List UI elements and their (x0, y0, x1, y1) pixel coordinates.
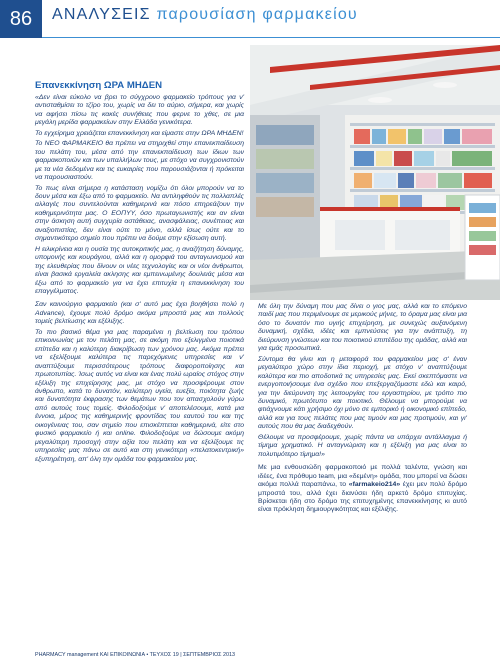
article-paragraph: Σύντομα θα γίνει και η μεταφορά του φαρμακείου μας σ' έναν μεγαλύτερο χώρο στην ίδια περιοχή, με στόχο ν' αναπτύξουμε καλύτερα και πιο αποδοτικά τις υπηρεσίες μας. Εκεί σκεπτόμαστε να ενεργοποιήσουμε ένα σχέδιο που επεξεργαζόμαστε εδώ και καιρό, για την διεύρυνση της λειτουργίας του εργαστηρίου, με τρόπο πιο δυναμικό, πρωτότυπο και ποιοτικό. Θέλουμε να μπορούμε να φτιάχνουμε κάτι χρήσιμο όχι μόνο σε εμπορικό ή οικονομικό επίπεδο, αλλά και για τους πελάτες που μας τιμούν και μας προτιμούν, και γι' αυτούς που θα μας διαδεχθούν. (258, 355, 467, 431)
closing-paragraph (258, 464, 467, 515)
page-footer: PHARMACY management ΚΑΙ ΕΠΙΚΟΙΝΩΝΙΑ • ΤΕΥΧΟΣ 19 | ΣΕΠΤΕΜΒΡΙΟΣ 2013 (35, 652, 235, 658)
article-paragraph: «Δεν είναι εύκολο να βρει το σύγχρονο φαρμακείο τρόπους για ν' αντισταθμίσει το τζίρο του, χωρίς να δει το αύριο, σήμερα, και χωρίς να αφήσει πίσω τις κακές συνήθειες που φερνε το χθες, σε μια μεγάλη μερίδα φαρμακείων στην Ελλάδα γενικότερα. (35, 94, 244, 127)
brand-name: «farmakeio214» (348, 481, 401, 489)
article-paragraph: Το εγχείρημα χρειάζεται επανεκκίνηση και είμαστε στην ΩΡΑ ΜΗΔΕΝ! (35, 129, 244, 137)
article-right-column (258, 303, 467, 517)
pharmacy-interior-photo (250, 45, 500, 300)
subsection-label: παρουσίαση φαρμακείου (156, 6, 358, 23)
section-title (52, 6, 358, 24)
section-label: ΑΝΑΛΥΣΕΙΣ (52, 6, 151, 23)
header-divider (42, 37, 500, 38)
article-paragraph: Το NEO ΦΑΡΜΑΚΕΙΟ θα πρέπει να στηριχθεί στην επανεκπαίδευση του πελάτη του, μέσα από την επανεκπαίδευση των ίδιων των φαρμακοποιών και των υπαλλήλων τους, με στόχο να συγχρονιστούν με τα νέα δεδομένα και τις ευκαιρίες που παρουσιάζονται ή πρόκειται να παρουσιαστούν. (35, 140, 244, 182)
closing-text-end: έχει μεν πολύ δρόμο μπροστά του, αλλά έχει διανύσει ήδη αρκετό δρόμο επιτυχίας. Βρίσκεται ήδη στο δρόμο της επιτυχημένης επανεκκίνησης κι αυτό είναι πρόκληση δημιουργικότητας και εξέλιξης. (258, 481, 467, 514)
article-paragraph: Το πιο βασικό θέμα για μας παραμένει η βελτίωση του τρόπου επικοινωνίας με τον πελάτη μας, σε ακόμη πιο εξελιγμένα ποιοτικά επίπεδα και η καλύτερη διακρίβωση των χρόνου μας. Ακόμα πρέπει να εξελίξουμε καλύτερα τις παρεχόμενες υπηρεσίες και ν' αναπτύξουμε περισσότερους τρόπους διαφοροποίησης και πρωτοτυπίας. Ίσως αυτός να είναι και ένας πολύ ωραίος στόχος στην εξέλιξη της επιχείρησης μας, με στόχο να προσφέρουμε στον άνθρωπο, κατά το δυνατόν, καλύτερη υγεία, ευεξία, ποιότητα ζωής και δυνατότητα έκφρασης των θεμάτων που τον απασχολούν γύρω από αυτούς τους τομείς. Φιλοδοξούμε ν' αποτελέσουμε, κατά μια έννοια, μέρος της καθημερινής φροντίδας του εαυτού του και της οικογένειας του, σαν σημείο που επισκέπτεται καθημερινά, είτε στο φυσικό φαρμακείο ή και online. Φιλοδοξούμε να δώσουμε ακόμη μεγαλύτερη προσοχή στην αξία του πελάτη και να εξελίξουμε τις υπηρεσίες μας πάνω σε αυτό και στη γενικότερη «πελατοκεντρική» εξυπηρέτηση, απ' όλη την ομάδα του φαρμακείου μας. (35, 328, 244, 463)
closing-text-start: Με μια ενθουσιώδη φαρμακοποιό με πολλά ταλέντα, γνώση και ιδέες, ένα πρόθυμο team, μια «δεμένη» ομάδα, που μπορεί να δώσει ακόμα πολλά παραπάνω, το (258, 464, 467, 489)
article-left-column (35, 80, 244, 466)
article-paragraph: Το πως είναι σήμερα η κατάσταση νομίζω ότι όλοι μπορούν να το δουν μέσα και έξω από το φαρμακείο. Να αντιληφθούν τις πολλαπλές αλλαγές που συντελούνται καθημερινά και πόσο επηρεάζουν την καθημερινότητα μας. Ο ΕΟΠΥΥ, όσο πρωταγωνιστής και αν είναι στην άσκηση αυτή συγχυρία αστάθειας, ανασφάλειας, συνέπειας και αναξιοπιστίας, δεν είναι ούτε το μόνο, αλλά ίσως ούτε και το σημαντικότερο σημείο που πρέπει να δούμε στην εξίσωση αυτή. (35, 184, 244, 243)
page-header (0, 0, 500, 38)
article-paragraph: Σαν καινούργιο φαρμακείο (και σ' αυτό μας έχει βοηθήσει πολύ η Advance), έχουμε πολύ δρόμο ακόμα μπροστά μας και πολλούς τομείς βελτίωσης και εξέλιξης. (35, 301, 244, 326)
page-number: 86 (0, 0, 42, 38)
article-paragraph: Η ειλικρίνεια και η ουσία της αυτοκριτικής μας, η αναζήτηση δύναμης, υπομονής και κουράγιου, αλλά και η ομορφιά του ανταγωνισμού και της ελευθερίας που δίνουν οι νέες τεχνολογίες και οι νέοι άνθρωποι, είναι βασικά εργαλεία ακλησης και εμπεινωμένης δουλειάς μέσα και έξω από το φαρμακείο για να έχει επιτυχία η επανεκκίνηση του επαγγέλματος. (35, 245, 244, 295)
article-heading: Επανεκκίνηση ΩΡΑ ΜΗΔΕΝ (35, 80, 163, 91)
article-paragraph: Με όλη την δύναμη που μας δίνει ο γιος μας, αλλά και το επόμενο παιδί μας που περιμένουμε σε μερικούς μήνες, το όραμα μας είναι μια όσο το δυνατόν πιο υγιής επιχείρηση, με συνεχώς αυξανόμενη δυναμική, σχέδια, ιδέες και εμπνεύσεις για την ανάπτυξη, τη διεύρυνση γνώσεων και του ποιοτικού επιπέδου της ομάδας, αλλά και για εμάς προσωπικά. (258, 303, 467, 353)
article-paragraph: Θέλουμε να προσφέρουμε, χωρίς πάντα να υπάρχει αντάλλαγμα ή τίμημα χρηματικό. Η ανταγνώριση και η εξέλιξη για μας είναι το πολυτιμότερο τίμημα!» (258, 433, 467, 458)
